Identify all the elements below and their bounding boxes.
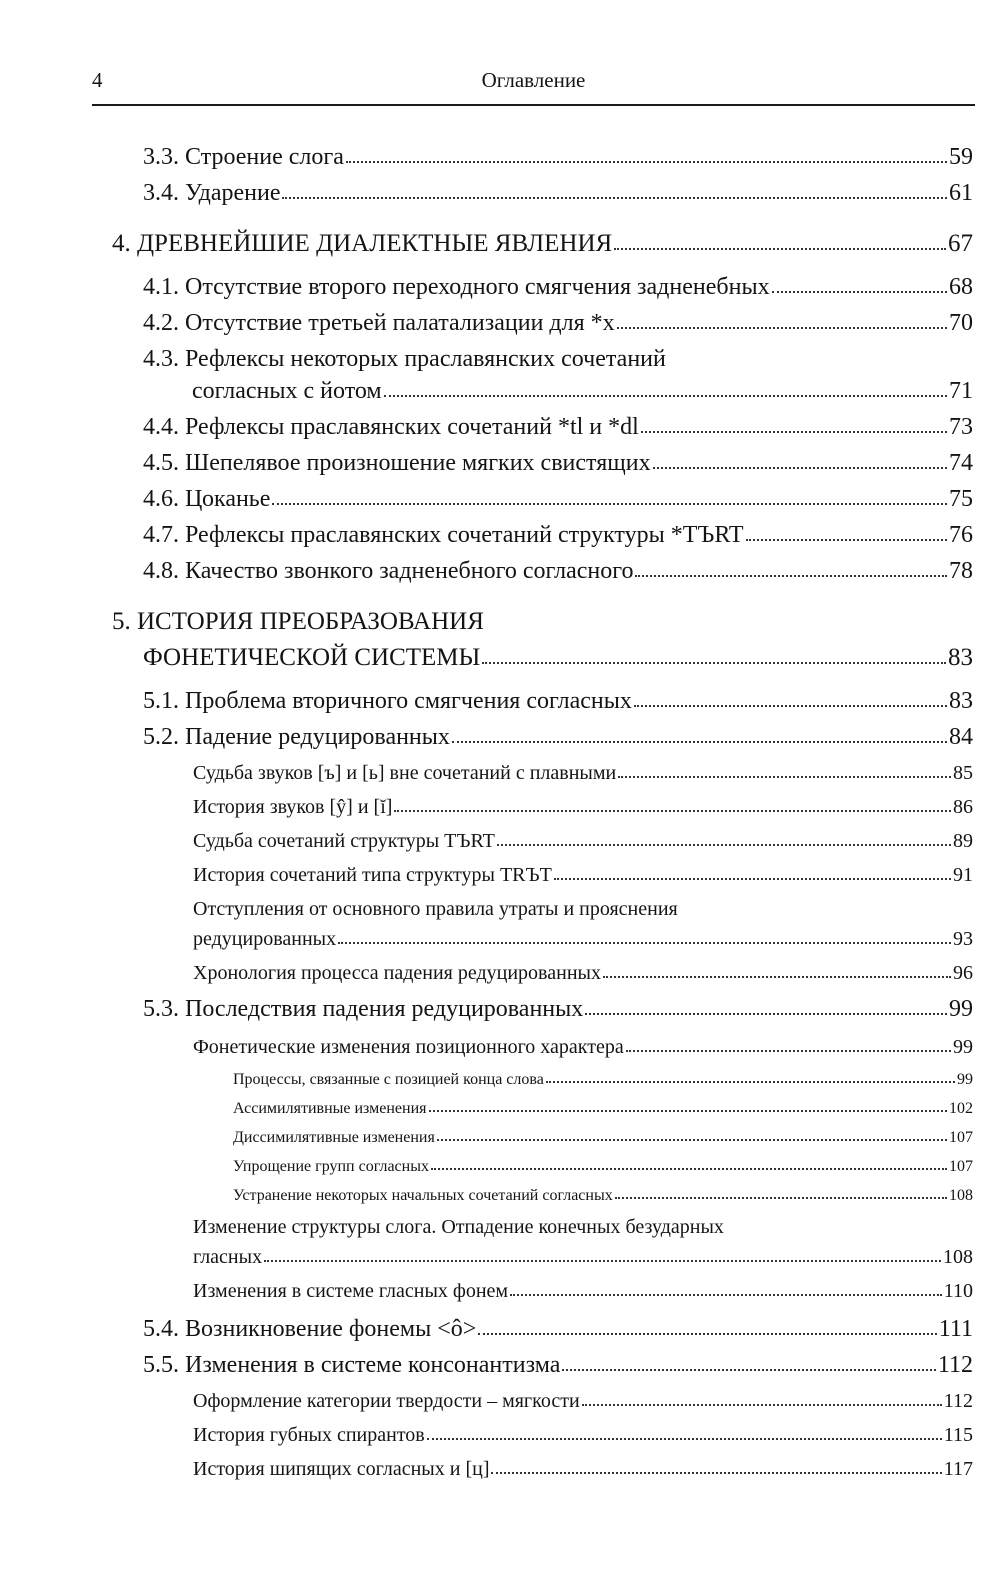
- toc-subentry[interactable]: [193, 1458, 973, 1481]
- leader-dots: [554, 863, 951, 880]
- leader-dots: [615, 1185, 947, 1199]
- toc-subsubentry-label: Упрощение групп согласных: [233, 1158, 429, 1175]
- leader-dots: [431, 1156, 947, 1170]
- toc-entry[interactable]: [143, 144, 973, 171]
- toc-chapter-label: 4. ДРЕВНЕЙШИЕ ДИАЛЕКТНЫЕ ЯВЛЕНИЯ: [112, 230, 613, 257]
- toc-subentry-label: История шипящих согласных и [ц]: [193, 1458, 490, 1480]
- toc-entry[interactable]: [143, 724, 973, 751]
- toc-entry-label: 4.8. Качество звонкого задненебного согласного: [143, 558, 634, 584]
- page-header: [92, 68, 975, 106]
- toc-subsubentry-label: Диссимилятивные изменения: [233, 1129, 435, 1146]
- toc-subentry[interactable]: [193, 1246, 973, 1269]
- toc-entry-page: 112: [937, 1352, 973, 1378]
- toc-entry-label-cont: согласных с йотом: [192, 378, 382, 404]
- toc-subentry[interactable]: [193, 928, 973, 951]
- leader-dots: [272, 485, 947, 505]
- toc-subentry-label-cont: редуцированных: [193, 928, 337, 950]
- toc-subsubentry[interactable]: [233, 1157, 973, 1176]
- toc-entry[interactable]: [143, 414, 973, 441]
- toc-subsubentry[interactable]: [233, 1128, 973, 1147]
- leader-dots: [452, 723, 947, 743]
- toc-entry[interactable]: [143, 310, 973, 337]
- toc-subentry-page: 93: [953, 928, 973, 950]
- page-number: 4: [92, 68, 103, 92]
- toc-entry[interactable]: [143, 522, 973, 549]
- toc-subentry-label: Фонетические изменения позиционного характера: [193, 1036, 624, 1058]
- toc-entry-page: 99: [949, 996, 973, 1022]
- toc-entry-label: 5.2. Падение редуцированных: [143, 724, 450, 750]
- toc-subsubentry-page: 107: [949, 1129, 973, 1146]
- leader-dots: [626, 1035, 951, 1052]
- toc-subentry-label: История сочетаний типа структуры TRЪT: [193, 864, 552, 886]
- toc-subentry-page: 112: [943, 1390, 973, 1412]
- toc-entry[interactable]: [143, 450, 973, 477]
- toc-subentry-label: Изменения в системе гласных фонем: [193, 1280, 509, 1302]
- toc-entry-page: 70: [949, 310, 973, 336]
- toc-entry-page: 111: [938, 1316, 973, 1342]
- toc-chapter[interactable]: [143, 644, 973, 672]
- toc-entry[interactable]: [143, 274, 973, 301]
- toc-entry[interactable]: [143, 180, 973, 207]
- toc-entry-label: 3.4. Ударение: [143, 180, 281, 206]
- toc-subentry[interactable]: [193, 1390, 973, 1413]
- toc-subentry-label[interactable]: Отступления от основного правила утраты и прояснения: [193, 898, 678, 920]
- leader-dots: [635, 557, 947, 577]
- toc-chapter-page: 67: [948, 230, 973, 257]
- toc-subentry[interactable]: [193, 962, 973, 985]
- toc-subentry-label: Хронология процесса падения редуцированных: [193, 962, 601, 984]
- toc-subentry[interactable]: [193, 830, 973, 853]
- toc-subentry-label-cont: гласных: [193, 1246, 263, 1268]
- toc-entry-label: 5.1. Проблема вторичного смягчения согласных: [143, 688, 632, 714]
- toc-subentry[interactable]: [193, 796, 973, 819]
- leader-dots: [614, 229, 946, 250]
- toc-chapter-page: 83: [948, 644, 973, 671]
- leader-dots: [618, 761, 951, 778]
- toc-entry[interactable]: [143, 1316, 973, 1343]
- toc-subentry-page: 99: [953, 1036, 973, 1058]
- toc-entry-page: 83: [949, 688, 973, 714]
- toc-entry-page: 73: [949, 414, 973, 440]
- toc-entry-page: 68: [949, 274, 973, 300]
- toc-subentry[interactable]: [193, 762, 973, 785]
- toc-entry-label: 5.3. Последствия падения редуцированных: [143, 996, 584, 1022]
- toc-entry[interactable]: [143, 996, 973, 1023]
- leader-dots: [497, 829, 951, 846]
- leader-dots: [429, 1098, 947, 1112]
- toc-entry-page: 75: [949, 486, 973, 512]
- leader-dots: [437, 1127, 947, 1141]
- toc-entry-page: 76: [949, 522, 973, 548]
- leader-dots: [346, 143, 947, 163]
- leader-dots: [264, 1245, 941, 1262]
- leader-dots: [478, 1315, 936, 1335]
- leader-dots: [491, 1457, 941, 1474]
- toc-entry-label[interactable]: 4.3. Рефлексы некоторых праславянских сочетаний: [143, 346, 666, 372]
- toc-chapter-label[interactable]: 5. ИСТОРИЯ ПРЕОБРАЗОВАНИЯ: [112, 608, 484, 635]
- toc-subentry-page: 96: [953, 962, 973, 984]
- leader-dots: [582, 1389, 942, 1406]
- toc-entry-page: 84: [949, 724, 973, 750]
- leader-dots: [746, 521, 947, 541]
- toc-subsubentry[interactable]: [233, 1186, 973, 1205]
- toc-subsubentry[interactable]: [233, 1099, 973, 1118]
- toc-entry[interactable]: [143, 688, 973, 715]
- toc-entry-label: 4.4. Рефлексы праславянских сочетаний *tl и *dl: [143, 414, 639, 440]
- toc-subsubentry-label: Процессы, связанные с позицией конца слова: [233, 1071, 544, 1088]
- leader-dots: [772, 273, 947, 293]
- toc-entry-label: 4.5. Шепелявое произношение мягких свистящих: [143, 450, 651, 476]
- toc-entry-page: 74: [949, 450, 973, 476]
- toc-subentry[interactable]: [193, 1280, 973, 1303]
- toc-entry-label: 3.3. Строение слога: [143, 144, 344, 170]
- toc-subsubentry-label: Устранение некоторых начальных сочетаний согласных: [233, 1187, 613, 1204]
- toc-entry-page: 78: [949, 558, 973, 584]
- toc-subentry-page: 86: [953, 796, 973, 818]
- toc-subentry[interactable]: [193, 1036, 973, 1059]
- toc-subentry-page: 91: [953, 864, 973, 886]
- leader-dots: [427, 1423, 942, 1440]
- toc-subsubentry-page: 107: [949, 1158, 973, 1175]
- toc-entry-label: 4.1. Отсутствие второго переходного смягчения задненебных: [143, 274, 770, 300]
- toc-subentry-page: 117: [943, 1458, 973, 1480]
- toc-entry-label: 4.2. Отсутствие третьей палатализации для *х: [143, 310, 615, 336]
- toc-entry[interactable]: [143, 486, 973, 513]
- leader-dots: [510, 1279, 942, 1296]
- leader-dots: [338, 927, 951, 944]
- running-title: Оглавление: [481, 68, 586, 92]
- leader-dots: [585, 995, 947, 1015]
- leader-dots: [641, 413, 947, 433]
- toc-entry-label: 4.7. Рефлексы праславянских сочетаний структуры *TЪRT: [143, 522, 744, 548]
- leader-dots: [546, 1069, 955, 1083]
- toc-entry-page: 61: [949, 180, 973, 206]
- toc-subsubentry-label: Ассимилятивные изменения: [233, 1100, 427, 1117]
- toc-subentry-label: История губных спирантов: [193, 1424, 425, 1446]
- toc-subentry-label: Судьба сочетаний структуры TЪRT: [193, 830, 495, 852]
- toc-subentry-label: История звуков [ŷ] и [ĭ]: [193, 796, 393, 818]
- toc-subentry[interactable]: [193, 1424, 973, 1447]
- toc-entry-label: 4.6. Цоканье: [143, 486, 271, 512]
- toc-entry[interactable]: [192, 378, 973, 405]
- leader-dots: [562, 1351, 935, 1371]
- toc-subentry[interactable]: [193, 864, 973, 887]
- toc-subentry-page: 108: [943, 1246, 973, 1268]
- leader-dots: [653, 449, 947, 469]
- toc-subentry-page: 89: [953, 830, 973, 852]
- toc-subentry-label[interactable]: Изменение структуры слога. Отпадение конечных безударных: [193, 1216, 724, 1238]
- toc-chapter[interactable]: [112, 230, 973, 258]
- leader-dots: [617, 309, 947, 329]
- toc-entry-label: 5.5. Изменения в системе консонантизма: [143, 1352, 561, 1378]
- toc-entry[interactable]: [143, 558, 973, 585]
- toc-entry-page: 71: [949, 378, 973, 404]
- toc-subentry-page: 115: [943, 1424, 973, 1446]
- toc-entry-label: 5.4. Возникновение фонемы <ô>: [143, 1316, 477, 1342]
- leader-dots: [394, 795, 951, 812]
- toc-subentry-page: 85: [953, 762, 973, 784]
- leader-dots: [384, 377, 947, 397]
- toc-subsubentry-page: 102: [949, 1100, 973, 1117]
- leader-dots: [634, 687, 947, 707]
- toc-chapter-label-cont: ФОНЕТИЧЕСКОЙ СИСТЕМЫ: [143, 644, 481, 671]
- toc-subentry-label: Судьба звуков [ъ] и [ь] вне сочетаний с плавными: [193, 762, 617, 784]
- leader-dots: [282, 179, 947, 199]
- toc-entry-page: 59: [949, 144, 973, 170]
- leader-dots: [482, 643, 946, 664]
- toc-subsubentry-page: 99: [957, 1071, 973, 1088]
- toc-subsubentry[interactable]: [233, 1070, 973, 1089]
- toc-entry[interactable]: [143, 1352, 973, 1379]
- toc-subentry-page: 110: [943, 1280, 973, 1302]
- toc-subsubentry-page: 108: [949, 1187, 973, 1204]
- leader-dots: [603, 961, 951, 978]
- toc-subentry-label: Оформление категории твердости – мягкости: [193, 1390, 580, 1412]
